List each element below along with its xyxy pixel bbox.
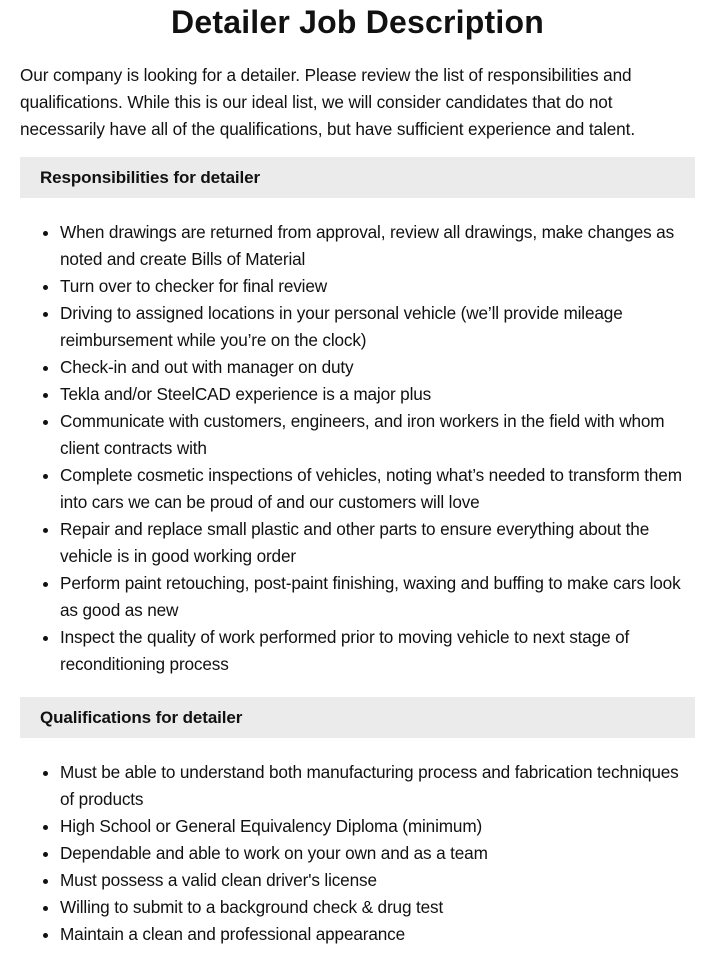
list-item: Maintain a clean and professional appearance — [60, 921, 695, 948]
list-item: Complete cosmetic inspections of vehicles, noting what’s needed to transform them into cars we can be proud of and our customers will love — [60, 462, 695, 516]
list-item: Must be able to understand both manufacturing process and fabrication techniques of products — [60, 759, 695, 813]
intro-paragraph: Our company is looking for a detailer. Please review the list of responsibilities and qualifications. While this is our ideal list, we will consider candidates that do not necessarily have all of the qualifications, but have sufficient experience and talent. — [20, 65, 635, 139]
list-item: Tekla and/or SteelCAD experience is a major plus — [60, 381, 695, 408]
list-item: Dependable and able to work on your own and as a team — [60, 840, 695, 867]
qualifications-heading: Qualifications for detailer — [20, 697, 695, 738]
list-item: Communicate with customers, engineers, and iron workers in the field with whom client contracts with — [60, 408, 695, 462]
list-item: When drawings are returned from approval, review all drawings, make changes as noted and create Bills of Material — [60, 219, 695, 273]
qualifications-list — [20, 759, 695, 948]
list-item: Check-in and out with manager on duty — [60, 354, 695, 381]
list-item: Must possess a valid clean driver's license — [60, 867, 695, 894]
responsibilities-heading: Responsibilities for detailer — [20, 157, 695, 198]
list-item: Willing to submit to a background check & drug test — [60, 894, 695, 921]
list-item: Perform paint retouching, post-paint finishing, waxing and buffing to make cars look as good as new — [60, 570, 695, 624]
qualifications-section — [20, 697, 695, 948]
list-item: Driving to assigned locations in your personal vehicle (we’ll provide mileage reimbursement while you’re on the clock) — [60, 300, 695, 354]
list-item: High School or General Equivalency Diploma (minimum) — [60, 813, 695, 840]
page-title: Detailer Job Description — [171, 4, 544, 40]
responsibilities-list — [20, 219, 695, 678]
list-item: Turn over to checker for final review — [60, 273, 695, 300]
list-item: Repair and replace small plastic and other parts to ensure everything about the vehicle is in good working order — [60, 516, 695, 570]
responsibilities-section — [20, 157, 695, 678]
list-item: Inspect the quality of work performed prior to moving vehicle to next stage of reconditioning process — [60, 624, 695, 678]
